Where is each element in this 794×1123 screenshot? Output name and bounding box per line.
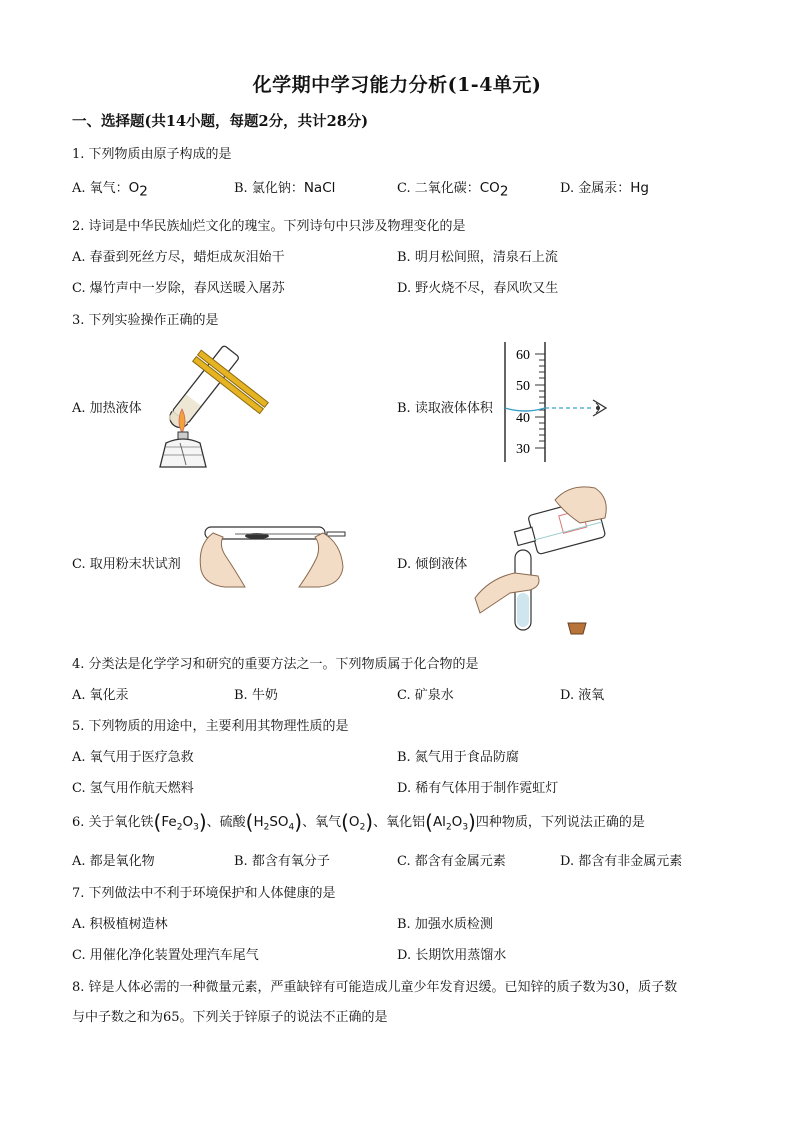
powder-tube-illustration (195, 515, 355, 590)
q2-option-d: D. 野火烧不尽，春风吹又生 (397, 281, 559, 296)
q6-option-c: C. 都含有金属元素 (397, 854, 506, 869)
q5-option-d: D. 稀有气体用于制作霓虹灯 (397, 781, 559, 796)
q5-option-a: A. 氧气用于医疗急救 (72, 750, 194, 765)
graduated-cylinder-illustration (500, 340, 615, 465)
q8-stem-line2: 与中子数之和为65。下列关于锌原子的说法不正确的是 (72, 1010, 388, 1025)
page-title: 化学期中学习能力分析(1-4单元) (252, 74, 542, 96)
tick-40: 40 (516, 411, 530, 426)
q7-stem: 7. 下列做法中不利于环境保护和人体健康的是 (72, 886, 336, 901)
q5-stem: 5. 下列物质的用途中，主要利用其物理性质的是 (72, 719, 349, 734)
q4-stem: 4. 分类法是化学学习和研究的重要方法之一。下列物质属于化合物的是 (72, 657, 479, 672)
q6-stem: 6. 关于氧化铁$(Fe_2O_3)$、硫酸$(H_2SO_4)$、氧气$(O_2)$、氧化铝$(Al_2O_3)$四种物质，下列说法正确的是 (72, 810, 645, 834)
q5-option-c: C. 氢气用作航天燃料 (72, 781, 194, 796)
tick-30: 30 (516, 442, 530, 457)
q2-option-b: B. 明月松间照，清泉石上流 (397, 250, 558, 265)
q1-option-d: D. 金属汞：Hg (560, 180, 649, 196)
tick-60: 60 (516, 348, 530, 363)
q6-option-b: B. 都含有氧分子 (234, 854, 330, 869)
section-heading: 一、选择题(共14小题，每题2分，共计28分) (72, 113, 369, 130)
q1-option-b: B. 氯化钠：NaCl (234, 180, 336, 196)
q3-option-a: A. 加热液体 (72, 401, 142, 416)
q1-option-a: A. 氧气：$O_2$ (72, 180, 148, 200)
q3-stem: 3. 下列实验操作正确的是 (72, 313, 219, 328)
q4-option-b: B. 牛奶 (234, 688, 278, 703)
tick-50: 50 (516, 379, 530, 394)
q4-option-a: A. 氧化汞 (72, 688, 129, 703)
q3-option-b: B. 读取液体体积 (397, 401, 493, 416)
q2-option-a: A. 春蚕到死丝方尽，蜡炬成灰泪始干 (72, 250, 285, 265)
q6-option-d: D. 都含有非金属元素 (560, 854, 683, 869)
q2-option-c: C. 爆竹声中一岁除，春风送暖入屠苏 (72, 281, 285, 296)
q8-stem-line1: 8. 锌是人体必需的一种微量元素，严重缺锌有可能造成儿童少年发育迟缓。已知锌的质子数为30，质子数 (72, 980, 678, 995)
q3-option-c: C. 取用粉末状试剂 (72, 557, 181, 572)
q1-option-c: C. 二氧化碳：$CO_2$ (397, 180, 509, 200)
q7-option-b: B. 加强水质检测 (397, 917, 493, 932)
q2-stem: 2. 诗词是中华民族灿烂文化的瑰宝。下列诗句中只涉及物理变化的是 (72, 219, 466, 234)
pouring-liquid-illustration (470, 478, 615, 643)
heating-liquid-illustration (140, 335, 270, 473)
q4-option-d: D. 液氧 (560, 688, 605, 703)
q1-stem: 1. 下列物质由原子构成的是 (72, 147, 232, 162)
q4-option-c: C. 矿泉水 (397, 688, 454, 703)
q5-option-b: B. 氮气用于食品防腐 (397, 750, 519, 765)
q7-option-d: D. 长期饮用蒸馏水 (397, 948, 507, 963)
q3-option-d: D. 倾倒液体 (397, 557, 468, 572)
q6-option-a: A. 都是氧化物 (72, 854, 155, 869)
q7-option-a: A. 积极植树造林 (72, 917, 168, 932)
q7-option-c: C. 用催化净化装置处理汽车尾气 (72, 948, 259, 963)
